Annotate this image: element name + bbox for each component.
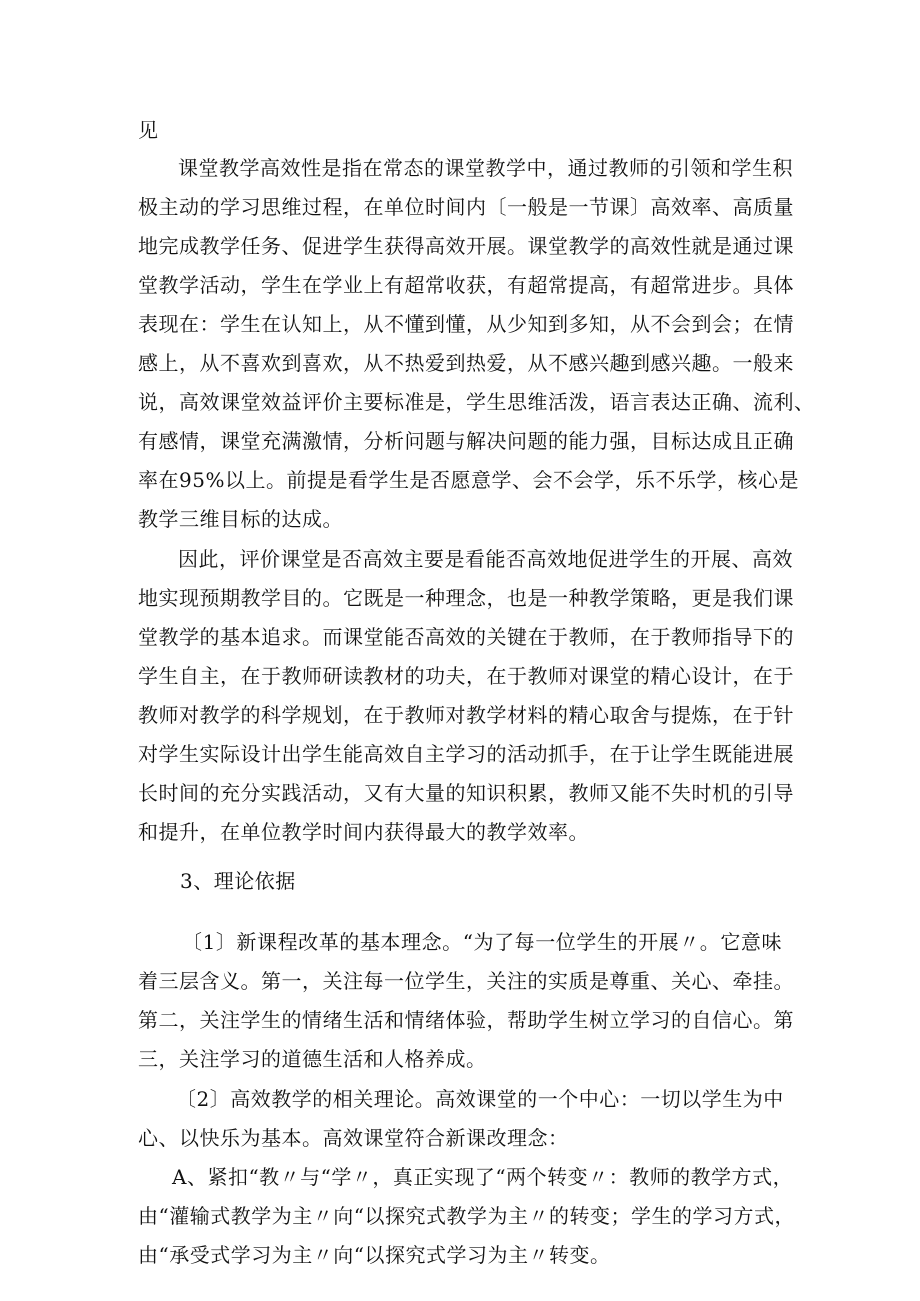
para1-line-3: 地完成教学任务、促进学生获得高效开展。课堂教学的高效性就是通过课	[138, 234, 794, 258]
para2-line-4: 学生自主，在于教师研读教材的功夫，在于教师对课堂的精心设计，在于	[138, 664, 794, 688]
para3-line-4: 三，关注学习的道德生活和人格养成。	[138, 1047, 487, 1071]
para1-line-6: 感上，从不喜欢到喜欢，从不热爱到热爱，从不感兴趣到感兴趣。一般来	[138, 351, 794, 375]
para2-line-5: 教师对教学的科学规划，在于教师对教学材料的精心取舍与提炼，在于针	[138, 703, 794, 727]
para4-line-2: 心、以快乐为基本。高效课堂符合新课改理念：	[138, 1126, 569, 1150]
para2-line-1: 因此，评价课堂是否高效主要是看能否高效地促进学生的开展、高效	[178, 547, 793, 571]
para2-line-6: 对学生实际设计出学生能高效自主学习的活动抓手，在于让学生既能进展	[138, 742, 794, 766]
para1-line-10: 教学三维目标的达成。	[138, 507, 343, 531]
continuation-text: 见	[138, 118, 159, 142]
para1-line-2: 极主动的学习思维过程，在单位时间内〔一般是一节课〕高效率、高质量	[138, 195, 794, 219]
para1-line-9: 率在95%以上。前提是看学生是否愿意学、会不会学，乐不乐学，核心是	[138, 468, 799, 492]
para2-line-8: 和提升，在单位教学时间内获得最大的教学效率。	[138, 820, 589, 844]
para1-line-7: 说，高效课堂效益评价主要标准是，学生思维活泼，语言表达正确、流利、	[138, 390, 815, 414]
para3-line-1: 〔1〕新课程改革的基本理念。“为了每一位学生的开展〃。它意味	[182, 930, 782, 954]
para1-line-1: 课堂教学高效性是指在常态的课堂教学中，通过教师的引领和学生积	[178, 156, 793, 180]
para2-line-7: 长时间的充分实践活动，又有大量的知识积累，教师又能不失时机的引导	[138, 781, 794, 805]
para3-line-2: 着三层含义。第一，关注每一位学生，关注的实质是尊重、关心、牵挂。	[138, 969, 794, 993]
para1-line-8: 有感情，课堂充满激情，分析问题与解决问题的能力强，目标达成且正确	[138, 429, 794, 453]
para2-line-3: 堂教学的基本追求。而课堂能否高效的关键在于教师，在于教师指导下的	[138, 625, 794, 649]
section-heading: 3、理论依据	[180, 869, 296, 893]
para5-line-3: 由“承受式学习为主〃向“以探究式学习为主〃转变。	[138, 1243, 611, 1267]
para3-line-3: 第二，关注学生的情绪生活和情绪体验，帮助学生树立学习的自信心。第	[138, 1008, 794, 1032]
para1-line-4: 堂教学活动，学生在学业上有超常收获，有超常提高，有超常进步。具体	[138, 273, 794, 297]
para4-line-1: 〔2〕高效教学的相关理论。高效课堂的一个中心：一切以学生为中	[176, 1087, 784, 1111]
para1-line-5: 表现在：学生在认知上，从不懂到懂，从少知到多知，从不会到会；在情	[138, 312, 794, 336]
para5-line-2: 由“灌输式教学为主〃向“以探究式教学为主〃的转变；学生的学习方式，	[138, 1204, 795, 1228]
para2-line-2: 地实现预期教学目的。它既是一种理念，也是一种教学策略，更是我们课	[138, 586, 794, 610]
para5-line-1: A、紧扣“教〃与“学〃，真正实现了“两个转变〃：教师的教学方式，	[172, 1165, 794, 1189]
